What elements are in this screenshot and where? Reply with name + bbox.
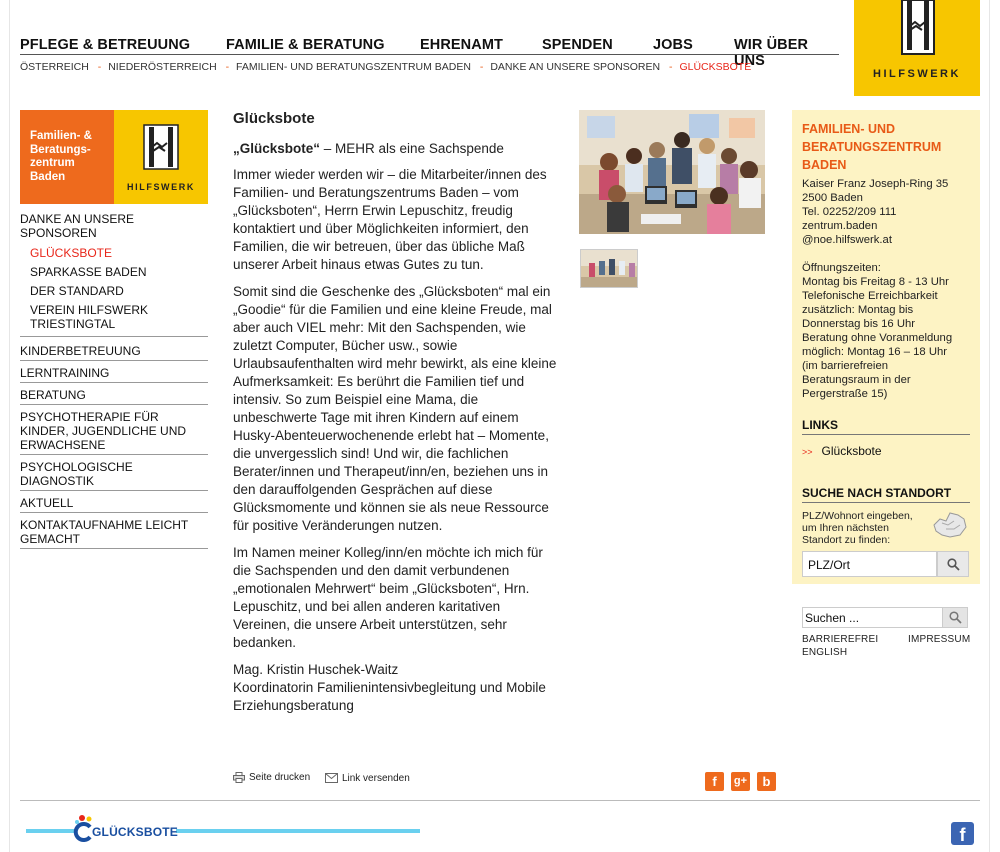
team-photo-image	[579, 110, 765, 234]
nav-pflege-betreuung[interactable]: PFLEGE & BETREUUNG	[20, 37, 191, 53]
divider	[20, 336, 208, 337]
breadcrumb-zentrum-baden[interactable]: FAMILIEN- UND BERATUNGSZENTRUM BADEN	[236, 61, 471, 73]
opening-hours: Öffnungszeiten: Montag bis Freitag 8 - 13 Uhr Telefonische Erreichbarkeit zusätzlich: Montag bis Donnerstag bis 16 Uhr Beratung ohne Voranmeldung möglich: Montag 16 – 18 Uhr (im barrierefreien Beratungsraum in der Pergerstraße 15)	[802, 262, 953, 400]
breadcrumb	[20, 61, 757, 73]
english-link[interactable]: ENGLISH	[802, 647, 848, 658]
signature-name: Mag. Kristin Huschek-Waitz	[233, 662, 399, 677]
nav-spenden[interactable]: SPENDEN	[542, 37, 613, 53]
signature	[233, 661, 558, 715]
article	[233, 110, 558, 715]
team-photo[interactable]	[579, 110, 765, 234]
print-label: Seite drucken	[249, 772, 311, 783]
breadcrumb-separator: -	[479, 61, 484, 73]
sidebar-item-sponsoren[interactable]: DANKE AN UNSERE SPONSOREN	[20, 212, 135, 240]
breadcrumb-separator: -	[225, 61, 230, 73]
breadcrumb-niederoesterreich[interactable]: NIEDERÖSTERREICH	[108, 61, 217, 73]
page-tools	[233, 772, 422, 786]
hilfswerk-logo[interactable]	[854, 0, 980, 96]
promo-wordmark: HILFSWERK	[127, 182, 195, 192]
thumbnail-image	[581, 250, 638, 288]
link-gluecksbote[interactable]	[802, 444, 882, 458]
breadcrumb-sponsoren[interactable]: DANKE AN UNSERE SPONSOREN	[490, 61, 661, 73]
googleplus-share-icon[interactable]: g+	[731, 772, 750, 791]
signature-role: Koordinatorin Familienintensivbegleitung und Mobile Erziehungsberatung	[233, 680, 546, 713]
lead-bold: „Glücksbote“	[233, 141, 321, 156]
breadcrumb-current: GLÜCKSBOTE	[679, 61, 752, 73]
zentrum-promo[interactable]	[20, 110, 208, 204]
facebook-share-icon[interactable]: f	[705, 772, 724, 791]
nav-jobs[interactable]: JOBS	[653, 37, 693, 53]
nav-ehrenamt[interactable]: EHRENAMT	[420, 37, 503, 53]
facebook-icon[interactable]: f	[951, 822, 974, 845]
divider	[20, 404, 208, 405]
footer-bar	[176, 829, 420, 833]
divider	[20, 512, 208, 513]
logo-wordmark: HILFSWERK	[873, 68, 961, 80]
contact-title: FAMILIEN- UND BERATUNGSZENTRUM BADEN	[802, 122, 942, 172]
promo-title-panel	[20, 110, 114, 204]
h-hands-logo-icon	[143, 124, 179, 170]
print-link[interactable]	[233, 772, 310, 783]
links-heading: LINKS	[802, 418, 970, 435]
divider	[20, 360, 208, 361]
contact-box	[792, 110, 980, 584]
sidebar-item-aktuell[interactable]: AKTUELL	[20, 496, 74, 510]
gluecksbote-logo-text: GLÜCKSBOTE	[92, 825, 178, 839]
sidebar-item-beratung[interactable]: BERATUNG	[20, 388, 86, 402]
breadcrumb-oesterreich[interactable]: ÖSTERREICH	[20, 61, 89, 73]
article-lead	[233, 140, 558, 158]
divider	[20, 382, 208, 383]
sidebar-sub-sparkasse[interactable]: SPARKASSE BADEN	[30, 265, 147, 279]
barrierefrei-link[interactable]: BARRIEREFREI	[802, 634, 879, 645]
search-button[interactable]	[942, 607, 968, 628]
sidebar-item-kinderbetreuung[interactable]: KINDERBETREUUNG	[20, 344, 141, 358]
sidebar-item-diagnostik[interactable]: PSYCHOLOGISCHE DIAGNOSTIK	[20, 460, 133, 488]
sidebar-item-kontakt[interactable]: KONTAKTAUFNAHME LEICHT GEMACHT	[20, 518, 189, 546]
divider	[20, 454, 208, 455]
mail-link[interactable]	[325, 773, 410, 784]
article-paragraph: Immer wieder werden wir – die Mitarbeiter/innen des Familien- und Beratungszentrums Baden – vom „Glücksboten“, Herrn Erwin Lepuschitz, freudig kontaktiert und über Möglichkeiten informiert, den Familien, die wir betreuen, über das übliche Maß unserer Arbeit hinaus etwas Gutes zu tun.	[233, 167, 547, 272]
plz-search-button[interactable]	[937, 551, 969, 577]
breadcrumb-separator: -	[97, 61, 102, 73]
blogger-share-icon[interactable]: b	[757, 772, 776, 791]
search-icon	[949, 611, 962, 624]
austria-map-icon	[932, 509, 968, 541]
nav-familie-beratung[interactable]: FAMILIE & BERATUNG	[226, 37, 385, 53]
breadcrumb-separator: -	[669, 61, 673, 73]
search-icon	[947, 558, 960, 571]
link-label: Glücksbote	[821, 444, 882, 458]
locator-hint: PLZ/Wohnort eingeben, um Ihren nächsten Standort zu finden:	[802, 510, 913, 546]
sidebar-item-psychotherapie[interactable]: PSYCHOTHERAPIE FÜR KINDER, JUGENDLICHE UND ERWACHSENE	[20, 410, 187, 452]
page-title: Glücksbote	[233, 110, 315, 127]
gluecksbote-logo[interactable]	[72, 813, 178, 845]
sidebar-item-lerntraining[interactable]: LERNTRAINING	[20, 366, 110, 380]
nav-wir-ueber-uns[interactable]: WIR ÜBER UNS	[734, 37, 809, 69]
printer-icon	[233, 772, 245, 783]
lead-rest: – MEHR als eine Sachspende	[320, 141, 504, 156]
h-hands-logo-icon	[900, 0, 936, 56]
article-paragraph: Somit sind die Geschenke des „Glücksboten“ mal ein „Goodie“ für die Familien und eine kleine Freude, mal aber auch VIEL mehr: Mit den Sachspenden, wie zuletzt Computer, Bücher usw., sowie Urlaubsaufenthalten wird mehr bewirkt, als eine kleine Aufmerksamkeit: Es berührt die Familien tief und intensiv. So zum Beispiel eine Mama, die unbeschwerte Tage mit ihren Kindern auf einem Husky-Abenteuerwochenende erlebt hat – Momente, die unvergesslich sind! Und wir, die fachlichen Berater/innen und Therapeut/inn/en, beziehen uns in den darauffolgenden Gesprächen auf diese Glücksmomente und können sie als neue Ressource für positive Veränderungen nutzen.	[233, 284, 557, 533]
promo-title: Familien- & Beratungs-zentrum Baden	[30, 130, 92, 183]
link-arrow-icon: >>	[802, 447, 813, 457]
locator-heading: SUCHE NACH STANDORT	[802, 486, 970, 503]
impressum-link[interactable]: IMPRESSUM	[908, 634, 971, 645]
sidebar-sub-triestingtal[interactable]: VEREIN HILFSWERK TRIESTINGTAL	[30, 303, 149, 331]
plz-input[interactable]: PLZ/Ort	[802, 551, 937, 577]
divider	[20, 548, 208, 549]
team-photo-thumbnail[interactable]	[580, 249, 638, 288]
footer-bar	[26, 829, 76, 833]
sidebar-sub-standard[interactable]: DER STANDARD	[30, 284, 124, 298]
footer-divider	[20, 800, 980, 801]
search-input[interactable]: Suchen ...	[802, 607, 942, 628]
mail-label: Link versenden	[341, 772, 410, 784]
promo-logo-panel	[114, 110, 208, 204]
article-paragraph: Im Namen meiner Kolleg/inn/en möchte ich mich für die Sachspenden und den damit verbundenen „emotionalen Mehrwert“ beim „Glücksboten“, Hrn. Lepuschitz, und bei allen anderen karitativen Vereinen, die unsere Arbeit unterstützen, sehr bedanken.	[233, 545, 543, 650]
envelope-icon	[325, 773, 338, 783]
sidebar-sub-gluecksbote[interactable]: GLÜCKSBOTE	[30, 246, 113, 260]
contact-address: Kaiser Franz Joseph-Ring 35 2500 Baden Tel. 02252/209 111 zentrum.baden @noe.hilfswerk.at	[802, 178, 949, 246]
divider	[20, 490, 208, 491]
